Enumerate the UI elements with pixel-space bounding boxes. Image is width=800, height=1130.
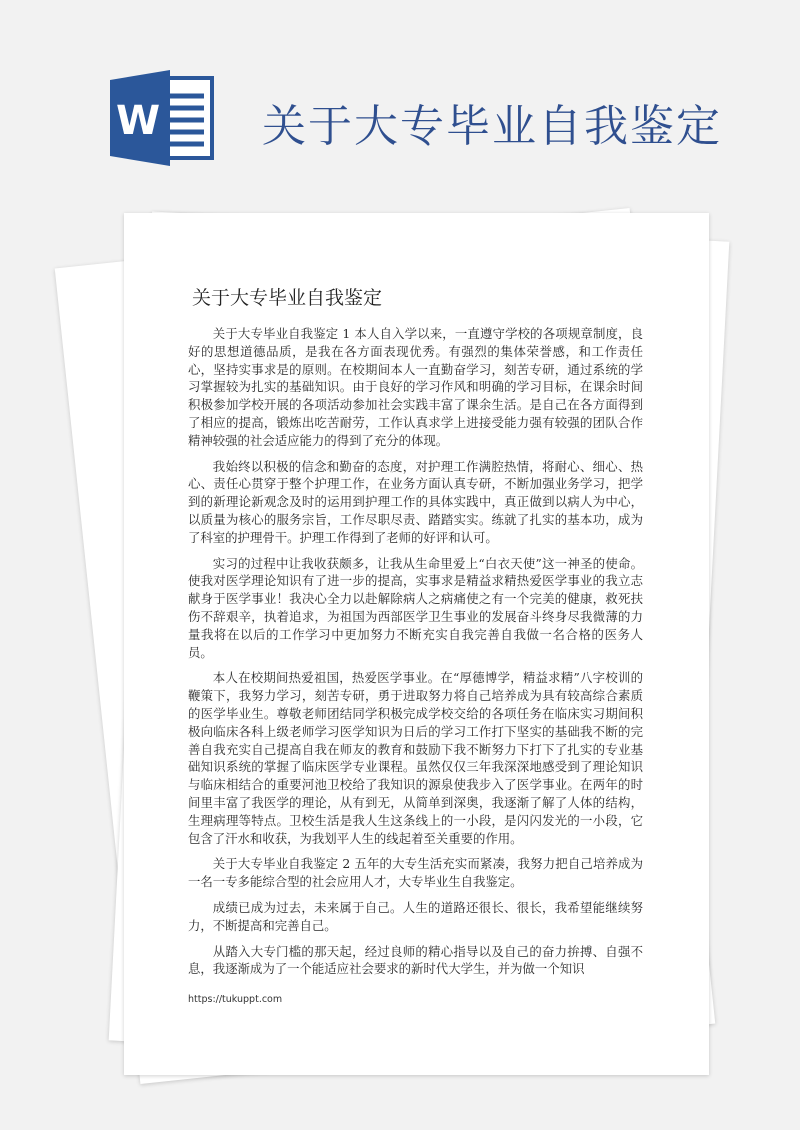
word-document-icon xyxy=(108,70,216,166)
svg-text:W: W xyxy=(115,98,161,144)
footer-url: https://tukuppt.com xyxy=(188,994,283,1005)
paragraph: 成绩已成为过去，未来属于自己。人生的道路还很长、很长，我希望能继续努力，不断提高和完善自己。 xyxy=(188,899,643,933)
document-body xyxy=(188,325,643,986)
paragraph: 我始终以积极的信念和勤奋的态度，对护理工作满腔热情，将耐心、细心、热心、责任心贯穿于整个护理工作，在业务方面认真专研，不断加强业务学习，把学到的新理论新观念及时的运用到护理工作的具体实践中，真正做到以病人为中心，以质量为核心的服务宗旨，工作尽职尽责、踏踏实实。练就了扎实的基本功，成为了科室的护理骨干。护理工作得到了老师的好评和认可。 xyxy=(188,458,643,545)
document-title: 关于大专毕业自我鉴定 xyxy=(192,287,383,309)
banner-title: 关于大专毕业自我鉴定 xyxy=(262,101,722,152)
paragraph: 实习的过程中让我收获颇多，让我从生命里爱上“白衣天使”这一神圣的使命。使我对医学理论知识有了进一步的提高，实事求是精益求精热爱医学事业的我立志献身于医学事业！我决心全力以赴解除病人之病痛使之有一个完美的健康，救死扶伤不辞艰辛，执着追求，为祖国为西部医学卫生事业的发展奋斗终身尽我微薄的力量我将在以后的工作学习中更加努力不断充实自我完善自我做一名合格的医务人员。 xyxy=(188,555,643,660)
document-page xyxy=(124,213,709,1075)
paragraph: 关于大专毕业自我鉴定 1 本人自入学以来，一直遵守学校的各项规章制度，良好的思想道德品质，是我在各方面表现优秀。有强烈的集体荣誉感，和工作责任心，坚持实事求是的原则。在校期间本人一直勤奋学习，刻苦专研，通过系统的学习掌握较为扎实的基础知识。由于良好的学习作风和明确的学习目标，在课余时间积极参加学校开展的各项活动参加社会实践丰富了课余生活。是自己在各方面得到了相应的提高，锻炼出吃苦耐劳，工作认真求学上进接受能力强有较强的团队合作精神较强的社会适应能力的得到了充分的体现。 xyxy=(188,326,643,448)
paragraph: 关于大专毕业自我鉴定 2 五年的大专生活充实而紧凑，我努力把自己培养成为一名一专多能综合型的社会应用人才，大专毕业生自我鉴定。 xyxy=(188,856,643,890)
paragraph: 本人在校期间热爱祖国，热爱医学事业。在“厚德博学，精益求精”八字校训的鞭策下，我努力学习，刻苦专研，勇于进取努力将自己培养成为具有较高综合素质的医学毕业生。尊敬老师团结同学积极完成学校交给的各项任务在临床实习期间积极向临床各科上级老师学习医学知识为日后的学习工作打下坚实的基础我不断的完善自我充实自己提高自我在师友的教育和鼓励下我不断努力下打下了扎实的专业基础知识系统的掌握了临床医学专业课程。虽然仅仅三年我深深地感受到了理论知识与临床相结合的重要河池卫校给了我知识的源泉使我步入了医学事业。在两年的时间里丰富了我医学的理论，从有到无，从简单到深奥，我逐渐了解了人体的结构，生理病理等特点。卫校生活是我人生这条线上的一小段，是闪闪发光的一小段，它包含了汗水和收获，为我划平人生的线起着至关重要的作用。 xyxy=(188,670,643,846)
paragraph: 从踏入大专门槛的那天起，经过良师的精心指导以及自己的奋力拚搏、自强不息，我逐渐成为了一个能适应社会要求的新时代大学生，并为做一个知识 xyxy=(188,943,643,977)
